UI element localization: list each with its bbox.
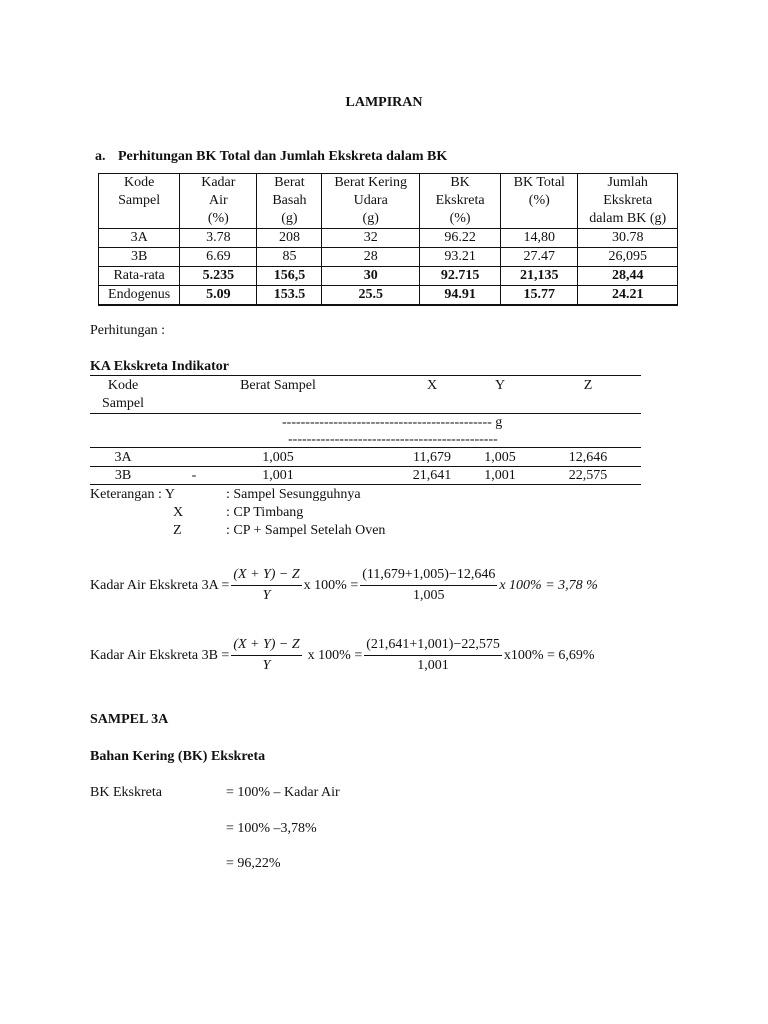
- fraction-numerator: (21,641+1,001)−22,575: [364, 636, 502, 656]
- eq3a-lhs: Kadar Air Ekskreta 3A =: [90, 577, 230, 593]
- table-header-row: [99, 174, 678, 229]
- table-cell: 156,5: [257, 267, 322, 286]
- eq3b-formula-fraction: [231, 636, 301, 675]
- table-cell: 32: [322, 229, 420, 248]
- eq3a-mult: x 100% =: [303, 577, 359, 593]
- bk-calc-line-1: = 100% – Kadar Air: [226, 785, 340, 800]
- table-cell: 25.5: [322, 286, 420, 306]
- header-cell: Berat Basah (g): [257, 174, 322, 229]
- table-cell: 21,135: [501, 267, 578, 286]
- header-cell: Jumlah Ekskreta dalam BK (g): [578, 174, 678, 229]
- fraction-numerator: (X + Y) − Z: [231, 636, 301, 656]
- eq3b-lhs: Kadar Air Ekskreta 3B =: [90, 647, 230, 663]
- row-3a-berat: 1,005: [262, 450, 294, 465]
- table-cell: 15.77: [501, 286, 578, 306]
- table-cell: 24.21: [578, 286, 678, 306]
- table-cell: 208: [257, 229, 322, 248]
- table-row: [99, 248, 678, 267]
- row-3b-x: 21,641: [412, 468, 452, 483]
- table-cell: 28: [322, 248, 420, 267]
- fraction-numerator: (11,679+1,005)−12,646: [360, 566, 497, 586]
- header-cell: Kadar Air (%): [180, 174, 257, 229]
- table-row: [99, 229, 678, 248]
- table-cell: 153.5: [257, 286, 322, 306]
- equation-3b: [90, 636, 595, 675]
- header-cell: Kode Sampel: [99, 174, 180, 229]
- table-cell: 26,095: [578, 248, 678, 267]
- row-3b-kode: 3B: [114, 468, 132, 483]
- section-a-marker: a.: [95, 149, 106, 164]
- table-cell: 30.78: [578, 229, 678, 248]
- header-x: X: [426, 378, 438, 393]
- eq3b-mult: x 100% =: [307, 647, 363, 663]
- header-kode: Kode: [107, 378, 139, 393]
- keterangan-y-desc: : Sampel Sesungguhnya: [226, 487, 361, 502]
- header-y: Y: [494, 378, 506, 393]
- header-sampel: Sampel: [102, 396, 144, 411]
- header-berat-sampel: Berat Sampel: [240, 378, 316, 393]
- keterangan-z-desc: : CP + Sampel Setelah Oven: [226, 523, 386, 538]
- row-3b-y: 1,001: [484, 468, 516, 483]
- table-cell: 27.47: [501, 248, 578, 267]
- header-cell: BK Ekskreta (%): [419, 174, 500, 229]
- table-cell: 30: [322, 267, 420, 286]
- fraction-denominator: Y: [262, 658, 271, 674]
- eq3b-result: x100% = 6,69%: [503, 647, 595, 663]
- page-title: LAMPIRAN: [345, 95, 423, 110]
- table-cell: 94.91: [419, 286, 500, 306]
- row-3a-z: 12,646: [568, 450, 608, 465]
- keterangan-x-desc: : CP Timbang: [226, 505, 304, 520]
- table-rule: [90, 447, 641, 448]
- header-z: Z: [583, 378, 593, 393]
- dash-line: ---------------------------------------------: [288, 432, 498, 447]
- row-3b-z: 22,575: [568, 468, 608, 483]
- eq3a-formula-fraction: [231, 566, 301, 605]
- fraction-denominator: 1,005: [413, 588, 445, 604]
- eq3b-values-fraction: [364, 636, 502, 675]
- table-cell: 3B: [99, 248, 180, 267]
- fraction-denominator: Y: [262, 588, 271, 604]
- keterangan-label: Keterangan : Y: [90, 487, 175, 502]
- table-cell: 5.09: [180, 286, 257, 306]
- bk-calc-line-2: = 100% –3,78%: [226, 821, 317, 836]
- row-3b-berat: 1,001: [262, 468, 294, 483]
- table-rule: [90, 375, 641, 376]
- table-row-endogenus: [99, 286, 678, 306]
- row-3a-y: 1,005: [484, 450, 516, 465]
- table-cell: 6.69: [180, 248, 257, 267]
- row-3b-dash: -: [191, 468, 197, 483]
- keterangan-x-symbol: X: [173, 505, 184, 520]
- section-a-heading: Perhitungan BK Total dan Jumlah Ekskreta dalam BK: [118, 149, 448, 164]
- table-cell: 3A: [99, 229, 180, 248]
- equation-3a: [90, 566, 598, 605]
- table-cell: 5.235: [180, 267, 257, 286]
- fraction-denominator: 1,001: [417, 658, 449, 674]
- row-3a-kode: 3A: [114, 450, 132, 465]
- table-row-average: [99, 267, 678, 286]
- keterangan-z-symbol: Z: [173, 523, 182, 538]
- header-cell: Berat Kering Udara (g): [322, 174, 420, 229]
- table-cell: 92.715: [419, 267, 500, 286]
- table-cell: 96.22: [419, 229, 500, 248]
- ka-heading: KA Ekskreta Indikator: [90, 359, 229, 374]
- fraction-numerator: (X + Y) − Z: [231, 566, 301, 586]
- bk-total-table: [98, 173, 678, 306]
- unit-line: --------------------------------------------- g: [282, 415, 503, 430]
- table-cell: Endogenus: [99, 286, 180, 306]
- table-cell: 85: [257, 248, 322, 267]
- table-cell: 14,80: [501, 229, 578, 248]
- bk-ekskreta-label: BK Ekskreta: [90, 785, 162, 800]
- perhitungan-label: Perhitungan :: [90, 323, 166, 338]
- table-rule: [90, 484, 641, 485]
- bk-heading: Bahan Kering (BK) Ekskreta: [90, 749, 266, 764]
- table-cell: 28,44: [578, 267, 678, 286]
- table-cell: 3.78: [180, 229, 257, 248]
- table-cell: 93.21: [419, 248, 500, 267]
- bk-calc-line-3: = 96,22%: [226, 856, 281, 871]
- eq3a-values-fraction: [360, 566, 497, 605]
- header-cell: BK Total (%): [501, 174, 578, 229]
- row-3a-x: 11,679: [413, 450, 451, 465]
- table-cell: Rata-rata: [99, 267, 180, 286]
- eq3a-result: x 100% = 3,78 %: [499, 577, 598, 593]
- sampel-3a-heading: SAMPEL 3A: [90, 712, 169, 727]
